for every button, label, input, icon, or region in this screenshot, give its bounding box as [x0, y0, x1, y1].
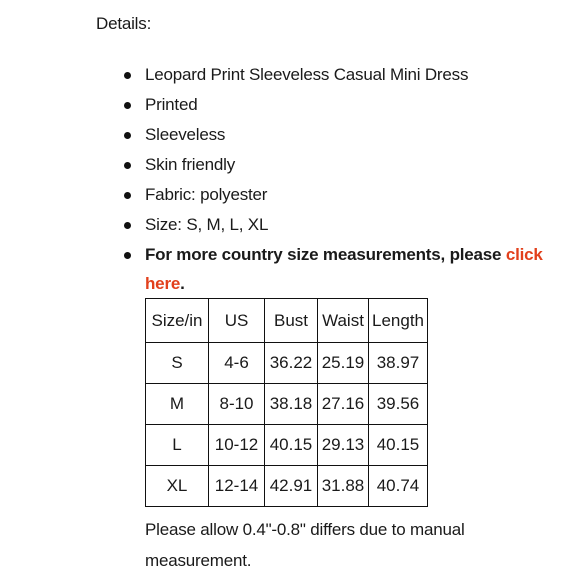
bullet-icon [124, 102, 131, 109]
table-cell: 31.88 [318, 466, 369, 507]
table-cell: L [146, 425, 209, 466]
table-cell: 40.74 [369, 466, 428, 507]
table-row [146, 466, 428, 507]
header-length: Length [369, 299, 428, 343]
table-row [146, 425, 428, 466]
table-cell: 42.91 [265, 466, 318, 507]
measurements-period: . [180, 274, 185, 293]
list-item [0, 210, 580, 240]
table-cell: S [146, 343, 209, 384]
bullet-icon [124, 252, 131, 259]
bullet-icon [124, 222, 131, 229]
table-cell: 10-12 [209, 425, 265, 466]
measurements-list-item [0, 240, 580, 298]
table-cell: 38.97 [369, 343, 428, 384]
table-cell: 40.15 [265, 425, 318, 466]
details-list [0, 60, 580, 298]
list-item-text: Printed [145, 95, 198, 114]
list-item-text: Leopard Print Sleeveless Casual Mini Dress [145, 65, 469, 84]
table-cell: 29.13 [318, 425, 369, 466]
header-size: Size/in [146, 299, 209, 343]
list-item-text: Skin friendly [145, 155, 235, 174]
size-table-container [145, 298, 428, 507]
bullet-icon [124, 162, 131, 169]
table-cell: 25.19 [318, 343, 369, 384]
header-waist: Waist [318, 299, 369, 343]
list-item-text: Fabric: polyester [145, 185, 268, 204]
measurements-text: For more country size measurements, please [145, 245, 506, 264]
list-item [0, 90, 580, 120]
header-us: US [209, 299, 265, 343]
table-row [146, 384, 428, 425]
list-item-text: Sleeveless [145, 125, 226, 144]
bullet-icon [124, 132, 131, 139]
measurement-disclaimer: Please allow 0.4"-0.8" differs due to manual measurement. [145, 520, 465, 570]
details-heading: Details: [96, 14, 152, 33]
table-cell: XL [146, 466, 209, 507]
table-cell: 39.56 [369, 384, 428, 425]
list-item [0, 120, 580, 150]
size-table [145, 298, 428, 507]
table-cell: 40.15 [369, 425, 428, 466]
table-row [146, 343, 428, 384]
table-cell: 8-10 [209, 384, 265, 425]
bullet-icon [124, 72, 131, 79]
table-cell: 36.22 [265, 343, 318, 384]
list-item [0, 150, 580, 180]
bullet-icon [124, 192, 131, 199]
click-here-link[interactable]: click here [145, 245, 543, 293]
table-cell: 12-14 [209, 466, 265, 507]
table-cell: 4-6 [209, 343, 265, 384]
list-item [0, 180, 580, 210]
table-header-row [146, 299, 428, 343]
table-cell: 27.16 [318, 384, 369, 425]
table-cell: 38.18 [265, 384, 318, 425]
table-cell: M [146, 384, 209, 425]
list-item [0, 60, 580, 90]
header-bust: Bust [265, 299, 318, 343]
list-item-text: Size: S, M, L, XL [145, 215, 269, 234]
